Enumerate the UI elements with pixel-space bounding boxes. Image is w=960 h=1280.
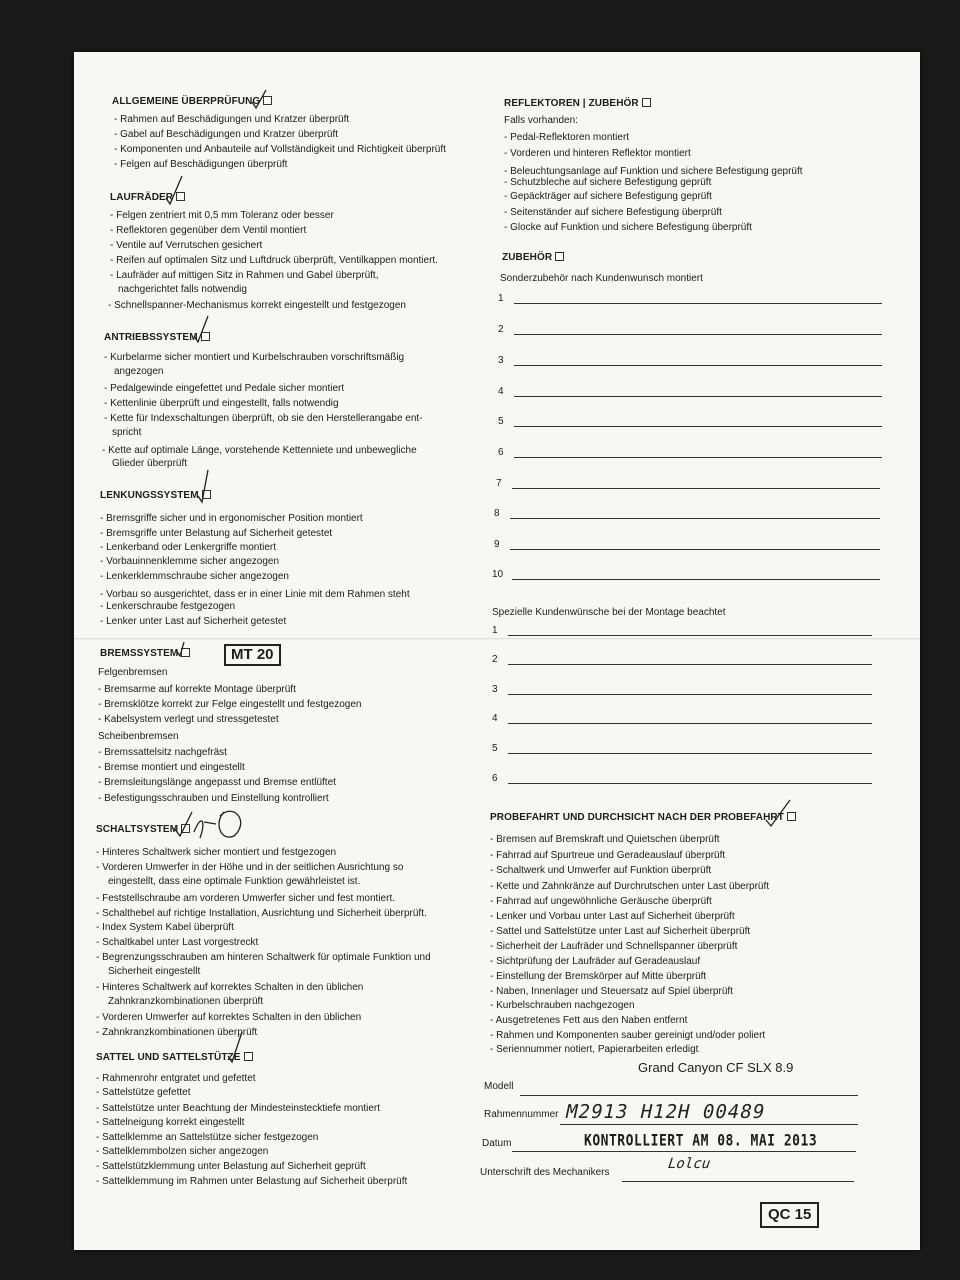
list-item: - Ventile auf Verrutschen gesichert: [110, 239, 262, 252]
list-item: - Felgen zentriert mit 0,5 mm Toleranz oder besser: [110, 209, 334, 222]
section-title: LENKUNGSSYSTEM: [100, 490, 199, 501]
line-number: 2: [498, 324, 504, 335]
list-item: - Rahmen auf Beschädigungen und Kratzer überprüft: [114, 113, 349, 126]
list-item: - Lenkerklemmschraube sicher angezogen: [100, 570, 289, 583]
line-number: 10: [492, 569, 504, 580]
list-item-continuation: Glieder überprüft: [112, 458, 188, 469]
section-title: ALLGEMEINE ÜBERPRÜFUNG: [112, 96, 261, 107]
list-item: - Bremsarme auf korrekte Montage überprüft: [98, 683, 296, 696]
line-number: 5: [492, 743, 498, 754]
section-laufraeder: [110, 192, 185, 203]
list-item: - Begrenzungsschrauben am hinteren Schaltwerk für optimale Funktion und: [96, 951, 431, 964]
list-item: - Laufräder auf mittigen Sitz in Rahmen und Gabel überprüft,: [110, 269, 378, 282]
line-number: 4: [492, 713, 498, 724]
section-title: BREMSSYSTEM: [100, 648, 179, 659]
subsection-label: Scheibenbremsen: [98, 731, 179, 742]
checkbox[interactable]: [176, 192, 185, 201]
blank-line: [508, 753, 872, 754]
list-item: - Schaltkabel unter Last vorgestreckt: [96, 936, 258, 949]
section-title: ANTRIEBSSYSTEM: [104, 332, 198, 343]
kundenwunsch-label: Spezielle Kundenwünsche bei der Montage beachtet: [492, 607, 726, 618]
list-item: - Sattelklemmbolzen sicher angezogen: [96, 1145, 268, 1158]
section-title: SCHALTSYSTEM: [96, 824, 179, 835]
list-item: - Index System Kabel überprüft: [96, 921, 234, 934]
blank-line: [514, 303, 882, 304]
line-number: 1: [492, 625, 498, 636]
line-number: 5: [498, 416, 504, 427]
blank-line: [510, 549, 880, 550]
signature-field[interactable]: [622, 1181, 854, 1182]
section-title: PROBEFAHRT UND DURCHSICHT NACH DER PROBEFAHRT: [490, 812, 784, 823]
list-item: - Sattelstütze gefettet: [96, 1086, 191, 1099]
checkbox[interactable]: [202, 490, 211, 499]
list-item-continuation: Sicherheit eingestellt: [108, 966, 201, 977]
list-item: - Sattelstütze unter Beachtung der Mindesteinstecktiefe montiert: [96, 1102, 380, 1115]
model-field[interactable]: [520, 1095, 858, 1096]
list-item: - Rahmenrohr entgratet und gefettet: [96, 1072, 256, 1085]
list-item: - Schalthebel auf richtige Installation, Ausrichtung und Sicherheit überprüft.: [96, 907, 427, 920]
list-item: - Schnellspanner-Mechanismus korrekt eingestellt und festgezogen: [108, 299, 406, 312]
mt20-stamp: MT 20: [224, 644, 281, 666]
list-item-continuation: angezogen: [114, 366, 164, 377]
list-item: - Hinteres Schaltwerk auf korrektes Schalten in den üblichen: [96, 981, 363, 994]
line-number: 3: [498, 355, 504, 366]
list-item: - Lenker und Vorbau unter Last auf Sicherheit überprüft: [490, 910, 735, 923]
section-zubehoer: [502, 252, 564, 263]
checkbox[interactable]: [642, 98, 651, 107]
line-number: 8: [494, 508, 500, 519]
section-antrieb: [104, 332, 210, 343]
list-item: - Kurbelschrauben nachgezogen: [490, 999, 635, 1012]
list-item: - Komponenten und Anbauteile auf Vollständigkeit und Richtigkeit überprüft: [114, 143, 446, 156]
list-item: - Kette auf optimale Länge, vorstehende Kettenniete und unbewegliche: [102, 444, 417, 457]
list-item-continuation: eingestellt, dass eine optimale Funktion gewährleistet ist.: [108, 876, 361, 887]
blank-line: [514, 396, 882, 397]
section-brems: [100, 648, 190, 659]
subsection-label: Sonderzubehör nach Kundenwunsch montiert: [500, 273, 703, 284]
initials-scribble: [194, 811, 241, 838]
list-item: - Bremsklötze korrekt zur Felge eingestellt und festgezogen: [98, 698, 361, 711]
list-item: - Sattelneigung korrekt eingestellt: [96, 1116, 244, 1129]
section-schalt: [96, 824, 190, 835]
line-number: 4: [498, 386, 504, 397]
list-item: - Bremssattelsitz nachgefräst: [98, 746, 227, 759]
list-item: - Bremse montiert und eingestellt: [98, 761, 245, 774]
list-item: - Lenkerband oder Lenkergriffe montiert: [100, 541, 276, 554]
list-item: - Fahrrad auf ungewöhnliche Geräusche überprüft: [490, 895, 712, 908]
list-item: - Seitenständer auf sichere Befestigung überprüft: [504, 206, 722, 219]
checkbox[interactable]: [181, 824, 190, 833]
list-item: - Bremsleitungslänge angepasst und Bremse entlüftet: [98, 776, 336, 789]
list-item: - Befestigungsschrauben und Einstellung kontrolliert: [98, 792, 329, 805]
list-item: - Sattelstützklemmung unter Belastung auf Sicherheit geprüft: [96, 1160, 366, 1173]
line-number: 3: [492, 684, 498, 695]
list-item-continuation: Zahnkranzkombinationen überprüft: [108, 996, 264, 1007]
list-item: - Feststellschraube am vorderen Umwerfer sicher und fest montiert.: [96, 892, 395, 905]
date-field[interactable]: [512, 1151, 856, 1152]
list-item: - Vorbau so ausgerichtet, dass er in einer Linie mit dem Rahmen steht: [100, 588, 410, 601]
list-item: - Sattelklemmung im Rahmen unter Belastung auf Sicherheit überprüft: [96, 1175, 407, 1188]
line-number: 2: [492, 654, 498, 665]
list-item: - Kurbelarme sicher montiert und Kurbelschrauben vorschriftsmäßig: [104, 351, 404, 364]
frame-number-label: Rahmennummer: [484, 1109, 559, 1120]
list-item: - Vorderen und hinteren Reflektor montiert: [504, 147, 691, 160]
section-allgemeine: [112, 96, 272, 107]
checkbox[interactable]: [263, 96, 272, 105]
section-lenkung: [100, 490, 211, 501]
list-item: - Reifen auf optimalen Sitz und Luftdruck überprüft, Ventilkappen montiert.: [110, 254, 438, 267]
line-number: 7: [496, 478, 502, 489]
list-item: - Vorderen Umwerfer auf korrektes Schalten in den üblichen: [96, 1011, 361, 1024]
checkbox[interactable]: [181, 648, 190, 657]
checklist-sheet: [74, 52, 920, 1250]
list-item: - Kette und Zahnkränze auf Durchrutschen unter Last überprüft: [490, 880, 769, 893]
list-item: - Reflektoren gegenüber dem Ventil montiert: [110, 224, 306, 237]
list-item: - Bremsen auf Bremskraft und Quietschen überprüft: [490, 833, 720, 846]
section-title: LAUFRÄDER: [110, 192, 174, 203]
list-item: - Pedal-Reflektoren montiert: [504, 131, 629, 144]
checkbox[interactable]: [787, 812, 796, 821]
list-item: - Einstellung der Bremskörper auf Mitte überprüft: [490, 970, 706, 983]
list-item: - Schutzbleche auf sichere Befestigung geprüft: [504, 176, 711, 189]
list-item: - Vorderen Umwerfer in der Höhe und in der seitlichen Ausrichtung so: [96, 861, 403, 874]
list-item: - Schaltwerk und Umwerfer auf Funktion überprüft: [490, 864, 711, 877]
checkbox[interactable]: [244, 1052, 253, 1061]
list-item-continuation: spricht: [112, 427, 142, 438]
list-item: - Glocke auf Funktion und sichere Befestigung überprüft: [504, 221, 752, 234]
blank-line: [508, 694, 872, 695]
list-item: - Seriennummer notiert, Papierarbeiten erledigt: [490, 1043, 698, 1056]
subsection-label: Felgenbremsen: [98, 667, 168, 678]
blank-line: [512, 488, 880, 489]
blank-line: [514, 365, 882, 366]
list-item: - Pedalgewinde eingefettet und Pedale sicher montiert: [104, 382, 344, 395]
checkbox[interactable]: [555, 252, 564, 261]
subsection-label: Falls vorhanden:: [504, 115, 578, 126]
list-item: - Kabelsystem verlegt und stressgetestet: [98, 713, 279, 726]
list-item: - Gabel auf Beschädigungen und Kratzer überprüft: [114, 128, 338, 141]
section-reflektoren: [504, 98, 651, 109]
model-label: Modell: [484, 1081, 514, 1092]
blank-line: [508, 723, 872, 724]
section-title: REFLEKTOREN | ZUBEHÖR: [504, 98, 639, 109]
list-item: - Sicherheit der Laufräder und Schnellspanner überprüft: [490, 940, 737, 953]
date-stamp-value: KONTROLLIERT AM 08. MAI 2013: [584, 1132, 818, 1151]
frame-number-value: M2913 H12H 00489: [563, 1101, 768, 1123]
blank-line: [514, 334, 882, 335]
line-number: 1: [498, 293, 504, 304]
list-item: - Sattelklemme an Sattelstütze sicher festgezogen: [96, 1131, 318, 1144]
frame-number-field[interactable]: [560, 1124, 858, 1125]
blank-line: [514, 426, 882, 427]
fold-crease: [74, 638, 920, 640]
list-item: - Kettenlinie überprüft und eingestellt, falls notwendig: [104, 397, 339, 410]
list-item: - Sattel und Sattelstütze unter Last auf Sicherheit überprüft: [490, 925, 750, 938]
model-printed-value: Grand Canyon CF SLX 8.9: [638, 1060, 794, 1075]
list-item: - Gepäckträger auf sichere Befestigung geprüft: [504, 190, 712, 203]
line-number: 9: [494, 539, 500, 550]
section-title: ZUBEHÖR: [502, 252, 553, 263]
blank-line: [514, 457, 882, 458]
signature-value: Lolcu: [665, 1156, 713, 1172]
list-item: - Rahmen und Komponenten sauber gereinigt und/oder poliert: [490, 1029, 765, 1042]
section-probefahrt: [490, 812, 796, 823]
list-item: - Bremsgriffe unter Belastung auf Sicherheit getestet: [100, 527, 332, 540]
list-item: - Naben, Innenlager und Steuersatz auf Spiel überprüft: [490, 985, 733, 998]
list-item: - Lenkerschraube festgezogen: [100, 600, 235, 613]
qc-stamp: QC 15: [760, 1202, 819, 1228]
list-item: - Lenker unter Last auf Sicherheit getestet: [100, 615, 286, 628]
blank-line: [512, 579, 880, 580]
list-item: - Sichtprüfung der Laufräder auf Geradeauslauf: [490, 955, 700, 968]
list-item-continuation: nachgerichtet falls notwendig: [118, 284, 247, 295]
list-item: - Fahrrad auf Spurtreue und Geradeauslauf überprüft: [490, 849, 725, 862]
list-item: - Zahnkranzkombinationen überprüft: [96, 1026, 257, 1039]
line-number: 6: [492, 773, 498, 784]
list-item: - Ausgetretenes Fett aus den Naben entfernt: [490, 1014, 687, 1027]
list-item: - Hinteres Schaltwerk sicher montiert und festgezogen: [96, 846, 336, 859]
list-item: - Kette für Indexschaltungen überprüft, ob sie den Herstellerangabe ent-: [104, 412, 423, 425]
list-item: - Bremsgriffe sicher und in ergonomischer Position montiert: [100, 512, 363, 525]
date-label: Datum: [482, 1138, 512, 1149]
signature-label: Unterschrift des Mechanikers: [480, 1167, 610, 1178]
line-number: 6: [498, 447, 504, 458]
section-title: SATTEL UND SATTELSTÜTZE: [96, 1052, 241, 1063]
blank-line: [510, 518, 880, 519]
list-item: - Vorbauinnenklemme sicher angezogen: [100, 555, 279, 568]
list-item: - Felgen auf Beschädigungen überprüft: [114, 158, 287, 171]
blank-line: [508, 664, 872, 665]
list-item: - Beleuchtungsanlage auf Funktion und sichere Befestigung geprüft: [504, 165, 803, 178]
section-sattel: [96, 1052, 253, 1063]
blank-line: [508, 635, 872, 636]
checkbox[interactable]: [201, 332, 210, 341]
blank-line: [508, 783, 872, 784]
